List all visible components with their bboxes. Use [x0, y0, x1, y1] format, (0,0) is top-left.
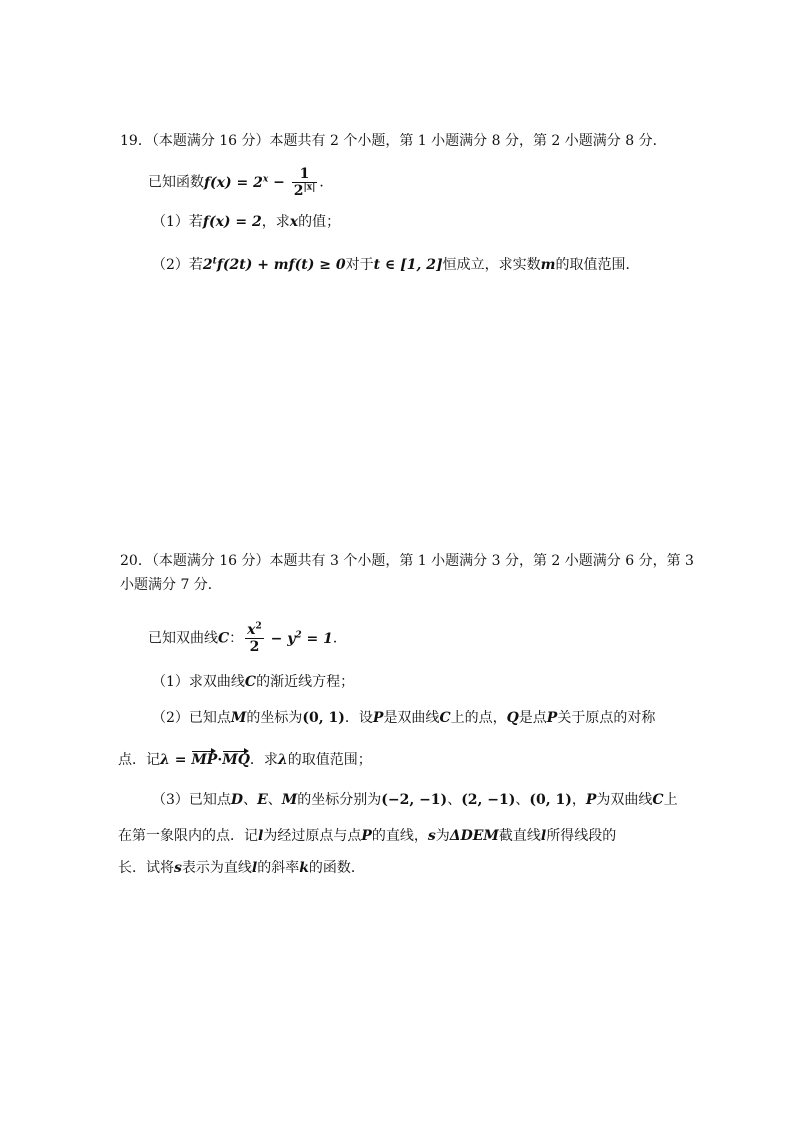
q20-frac-num-base: x	[247, 622, 256, 638]
q20-p3b-t4: 为	[435, 828, 450, 844]
q20-p3b-t5: 截直线	[498, 828, 541, 844]
q20-p3-M: M	[281, 792, 298, 808]
q20-stem	[148, 622, 347, 655]
q20-p3b-t1: 在第一象限内的点．记	[118, 828, 258, 844]
q19-stem-prefix: 已知函数	[148, 174, 204, 191]
q20-p3c-t1: 长．试将	[118, 860, 174, 876]
q19-p1-prefix: （1）若	[152, 214, 203, 230]
q20-stem-fraction	[245, 622, 264, 655]
q20-p3-sep1: 、	[243, 792, 258, 808]
q19-p2-var: m	[540, 257, 556, 273]
q20-part2-line2	[118, 750, 372, 770]
q20-p2-M: M	[230, 710, 247, 726]
q20-p3c-end: 的函数．	[308, 860, 365, 876]
q20-frac-num-exp: 2	[255, 621, 262, 632]
q20-stem-rest-exp: 2	[295, 629, 302, 640]
q19-p2-mid2: 恒成立，求实数	[442, 257, 541, 273]
q19-frac-den-base: 2	[293, 183, 304, 199]
q19-p2-math-a-base: 2	[202, 257, 213, 273]
q20-p2-t2: ．设	[344, 710, 373, 726]
q19-p1-var: x	[289, 214, 299, 230]
q20-p3b-l: l	[258, 828, 264, 844]
q20-stem-rest-text: − y	[265, 630, 296, 647]
q20-p3c-k: k	[299, 860, 309, 876]
q19-stem-minus: −	[268, 174, 290, 191]
q19-stem-exp: x	[262, 173, 269, 184]
q19-stem-fx-text: f(x) = 2	[204, 174, 263, 191]
q19-frac-num: 1	[292, 166, 318, 183]
q20-p3b-s: s	[427, 828, 436, 844]
q20-stem-eq: = 1	[301, 630, 333, 647]
q20-p3b-P: P	[361, 828, 372, 844]
q19-p2-math-exp: t	[212, 256, 217, 267]
q20-p2b-end: 的取值范围；	[287, 752, 372, 768]
q20-frac-den: 2	[249, 639, 260, 655]
q19-stem-end: ．	[319, 174, 334, 191]
q20-p2-C: C	[439, 710, 451, 726]
q20-stem-rest	[266, 631, 333, 647]
q20-p2-prefix: （2）已知点	[152, 710, 231, 726]
q19-stem-fraction	[292, 166, 318, 199]
q20-p2-coord: (0, 1)	[302, 710, 345, 726]
q19-p1-math: f(x) = 2	[202, 214, 262, 230]
q20-p3-c1: (−2, −1)	[381, 792, 448, 808]
q20-header-line1-text: 20．（本题满分 16 分）本题共有 3 个小题，第 1 小题满分 3 分，第 2 小题满分 6 分，第 3	[120, 553, 694, 569]
q20-p2-t6: 关于原点的对称	[557, 710, 656, 726]
q20-p3c-l: l	[251, 860, 258, 876]
q20-p3-t2: ，	[571, 792, 586, 808]
q20-p3-C: C	[652, 792, 664, 808]
q19-p1-mid: ，求	[261, 214, 290, 230]
q20-p2b-lambda2: λ	[277, 752, 288, 768]
q19-stem	[148, 166, 333, 199]
q20-p2-t5: 是点	[518, 710, 547, 726]
q19-p2-math-c: t ∈ [1, 2]	[373, 257, 443, 273]
q19-header	[120, 131, 667, 151]
q20-p3-t4: 上	[663, 792, 678, 808]
q20-header-line1	[120, 551, 694, 571]
q20-p3b-triangle: ΔDEM	[449, 828, 499, 844]
q20-p3-t1: 的坐标分别为	[297, 792, 382, 808]
q20-frac-num	[245, 622, 264, 639]
q20-stem-C: C	[218, 630, 230, 647]
q19-p2-math-b: f(2t) + mf(t) ≥ 0	[216, 257, 346, 273]
q20-p3-sep4: 、	[515, 792, 530, 808]
q20-p3b-t6: 所得线段的	[546, 828, 617, 844]
q20-p2b-vector-mq: MQ	[222, 752, 250, 768]
q20-p3-sep2: 、	[267, 792, 282, 808]
q20-p2b-t1: 点．记	[118, 752, 160, 768]
q20-p1-prefix: （1）求双曲线	[152, 674, 245, 690]
q20-p2b-eq: =	[169, 752, 192, 768]
q20-p3b-t3: 的直线，	[371, 828, 428, 844]
q19-header-text: 19．（本题满分 16 分）本题共有 2 个小题，第 1 小题满分 8 分，第 2 小题满分 8 分．	[120, 133, 667, 149]
q20-stem-prefix: 已知双曲线	[148, 630, 218, 647]
q19-p2-math-a	[203, 257, 217, 273]
q19-p1-end: 的值；	[298, 214, 341, 230]
q20-p2-P2: P	[546, 710, 558, 726]
q19-frac-den	[292, 183, 318, 199]
q20-p3-prefix: （3）已知点	[152, 792, 231, 808]
q20-stem-end: ．	[332, 630, 347, 647]
q20-p2b-lambda: λ	[160, 752, 170, 768]
q20-p3-sep3: 、	[447, 792, 462, 808]
q20-part3-line2	[118, 826, 616, 846]
q20-p2b-t2: ．求	[249, 752, 278, 768]
q20-p3c-t3: 的斜率	[257, 860, 300, 876]
q20-p3-E: E	[257, 792, 268, 808]
q20-p3b-t2: 为经过原点与点	[263, 828, 362, 844]
q20-p2-Q: Q	[506, 710, 519, 726]
q20-p3c-s: s	[174, 860, 182, 876]
q20-p3-c2: (2, −1)	[461, 792, 516, 808]
q20-p3-D: D	[230, 792, 244, 808]
q19-p2-mid1: 对于	[345, 257, 374, 273]
q20-stem-colon: ：	[229, 630, 244, 647]
q20-p2-t1: 的坐标为	[246, 710, 303, 726]
q20-p3b-l2: l	[540, 828, 547, 844]
q20-p2b-vector-mp: MP	[191, 752, 218, 768]
q20-p1-end: 的渐近线方程；	[256, 674, 355, 690]
q20-p2-P: P	[372, 710, 384, 726]
q19-stem-fx	[204, 175, 268, 191]
q20-p3-t3: 为双曲线	[596, 792, 653, 808]
q20-p1-C: C	[244, 674, 257, 690]
q20-p3-P: P	[585, 792, 597, 808]
q19-p2-end: 的取值范围．	[555, 257, 640, 273]
q20-part3-line1	[152, 790, 678, 810]
q19-part1	[152, 212, 340, 232]
q20-p2-t3: 是双曲线	[383, 710, 440, 726]
q20-p2-t4: 上的点，	[450, 710, 507, 726]
q19-p2-prefix: （2）若	[152, 257, 203, 273]
q20-part1	[152, 672, 354, 692]
q20-part2-line1	[152, 708, 655, 728]
q20-p3-c3: (0, 1)	[529, 792, 572, 808]
q19-part2	[152, 255, 639, 275]
q20-header-line2-text: 小题满分 7 分．	[120, 577, 222, 593]
q20-p3c-t2: 表示为直线	[181, 860, 252, 876]
q20-part3-line3	[118, 858, 365, 878]
q20-p2b-dot: ·	[217, 752, 223, 768]
q19-frac-den-exp: |x|	[303, 182, 316, 193]
q20-header-line2	[120, 575, 222, 595]
